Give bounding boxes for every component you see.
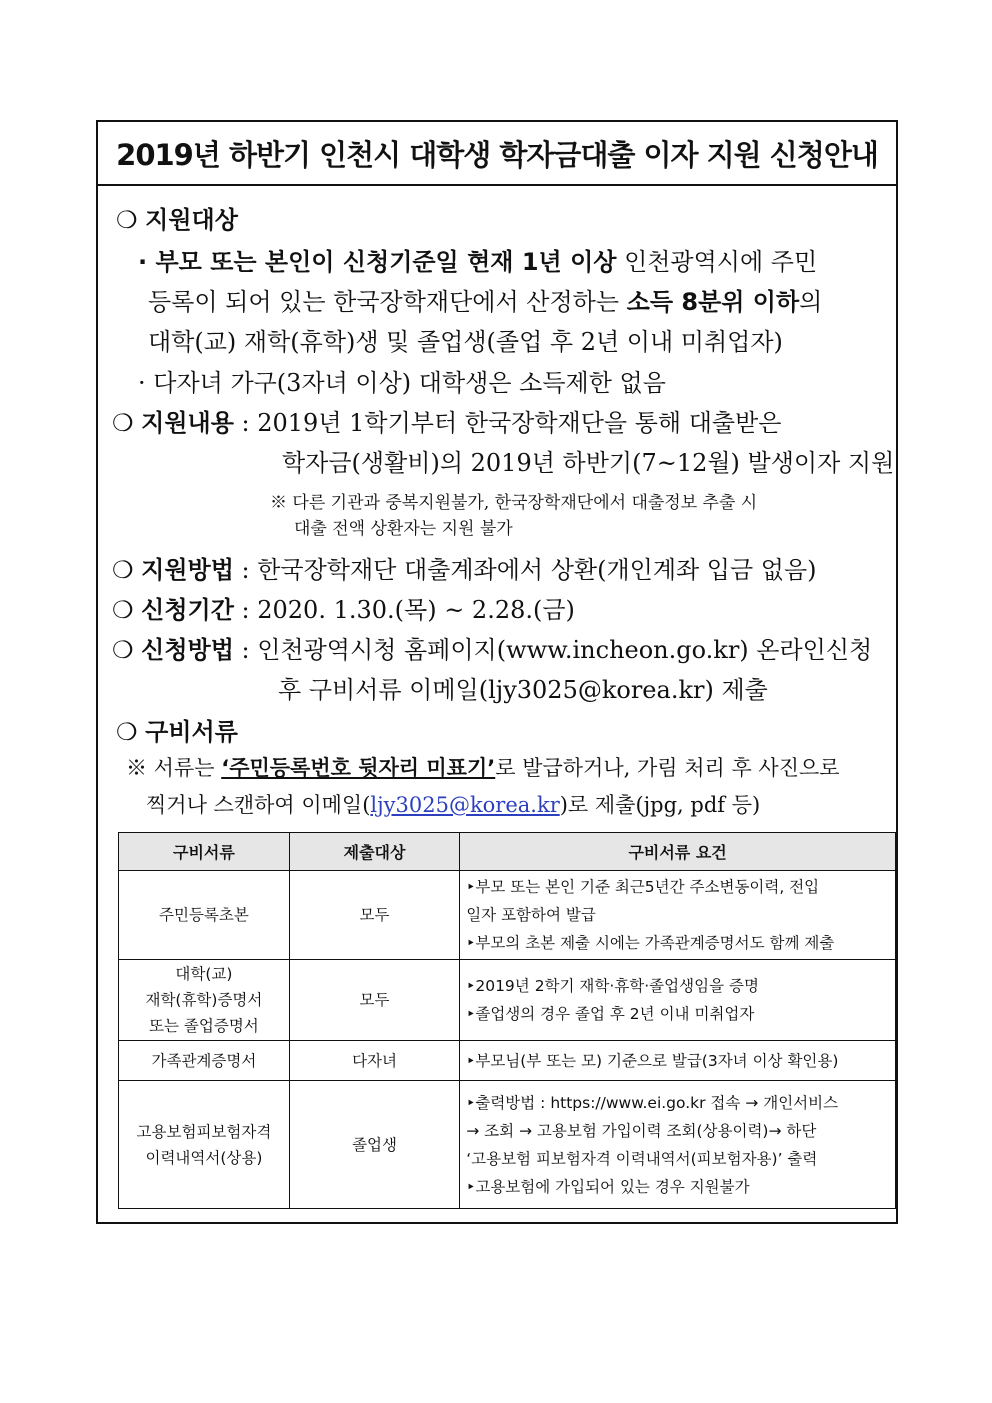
table-header-row [119,833,896,871]
apply-line-2: 후 구비서류 이메일(ljy3025@korea.kr) 제출 [278,676,768,704]
table-row [119,871,896,960]
bullet-icon: ❍ [112,556,134,584]
target-line-3: 대학(교) 재학(휴학)생 및 졸업생(졸업 후 2년 이내 미취업자) [148,328,783,356]
notice-frame [96,120,898,1224]
target-line-4: · 다자녀 가구(3자녀 이상) 대학생은 소득제한 없음 [138,369,666,397]
bullet-icon: ❍ [112,596,134,624]
target-cell: 모두 [289,871,459,960]
doc-cell: 가족관계증명서 [119,1041,290,1081]
requirement-cell: ‣부모님(부 또는 모) 기준으로 발급(3자녀 이상 확인용) [460,1041,896,1081]
content-line-2: 학자금(생활비)의 2019년 하반기(7~12월) 발생이자 지원 [282,449,895,477]
bullet-icon: ❍ [116,718,138,746]
target-cell: 모두 [289,960,459,1041]
table-row [119,1081,896,1209]
section-period: ❍ 신청기간 : 2020. 1.30.(목) ~ 2.28.(금) [112,596,575,624]
doc-cell: 고용보험피보험자격 이력내역서(상용) [119,1081,290,1209]
section-content: ❍ 지원내용 : 2019년 1학기부터 한국장학재단을 통해 대출받은 [112,409,782,437]
doc-cell: 대학(교) 재학(휴학)증명서 또는 졸업증명서 [119,960,290,1041]
target-line-2: 등록이 되어 있는 한국장학재단에서 산정하는 소득 8분위 이하의 [148,288,823,316]
docs-note-2: 찍거나 스캔하여 이메일(ljy3025@korea.kr)로 제출(jpg, pdf 등) [146,793,761,817]
doc-cell: 주민등록초본 [119,871,290,960]
table-row [119,1041,896,1081]
docs-note-1: ※ 서류는 ‘주민등록번호 뒷자리 미표기’로 발급하거나, 가림 처리 후 사진으로 [126,756,840,780]
page-title: 2019년 하반기 인천시 대학생 학자금대출 이자 지원 신청안내 [98,122,896,186]
target-cell: 다자녀 [289,1041,459,1081]
section-apply: ❍ 신청방법 : 인천광역시청 홈페이지(www.incheon.go.kr) 온라인신청 [112,636,873,664]
bullet-icon: ❍ [112,409,134,437]
content-note-1: ※ 다른 기관과 중복지원불가, 한국장학재단에서 대출정보 추출 시 [270,493,758,513]
apply-line-1: 인천광역시청 홈페이지(www.incheon.go.kr) 온라인신청 [257,636,873,664]
content-note-2: 대출 전액 상환자는 지원 불가 [294,519,513,539]
requirement-cell: ‣2019년 2학기 재학·휴학·졸업생임을 증명 ‣졸업생의 경우 졸업 후 2년 이내 미취업자 [460,960,896,1041]
table-row [119,960,896,1041]
section-content-label: 지원내용 [141,409,234,437]
table-header: 제출대상 [289,833,459,871]
table-header: 구비서류 요건 [460,833,896,871]
section-docs: ❍ 구비서류 [116,718,238,746]
content-line-1: 2019년 1학기부터 한국장학재단을 통해 대출받은 [257,409,782,437]
docs-table [118,832,896,1209]
target-line-1: · 부모 또는 본인이 신청기준일 현재 1년 이상 인천광역시에 주민 [138,248,818,276]
section-method: ❍ 지원방법 : 한국장학재단 대출계좌에서 상환(개인계좌 입금 없음) [112,556,817,584]
section-target-label: 지원대상 [145,206,238,234]
target-cell: 졸업생 [289,1081,459,1209]
bullet-icon: ❍ [116,206,138,234]
email-link[interactable]: ljy3025@korea.kr [370,793,560,817]
requirement-cell: ‣부모 또는 본인 기준 최근5년간 주소변동이력, 전입 일자 포함하여 발급 ‣부모의 초본 제출 시에는 가족관계증명서도 함께 제출 [460,871,896,960]
bullet-icon: ❍ [112,636,134,664]
section-target [116,200,238,235]
requirement-cell: ‣출력방법 : https://www.ei.go.kr 접속 → 개인서비스 → 조회 → 고용보험 가입이력 조회(상용이력)→ 하단 ‘고용보험 피보험자격 이력내역서(피보험자용)’ 출력 ‣고용보험에 가입되어 있는 경우 지원불가 [460,1081,896,1209]
table-header: 구비서류 [119,833,290,871]
